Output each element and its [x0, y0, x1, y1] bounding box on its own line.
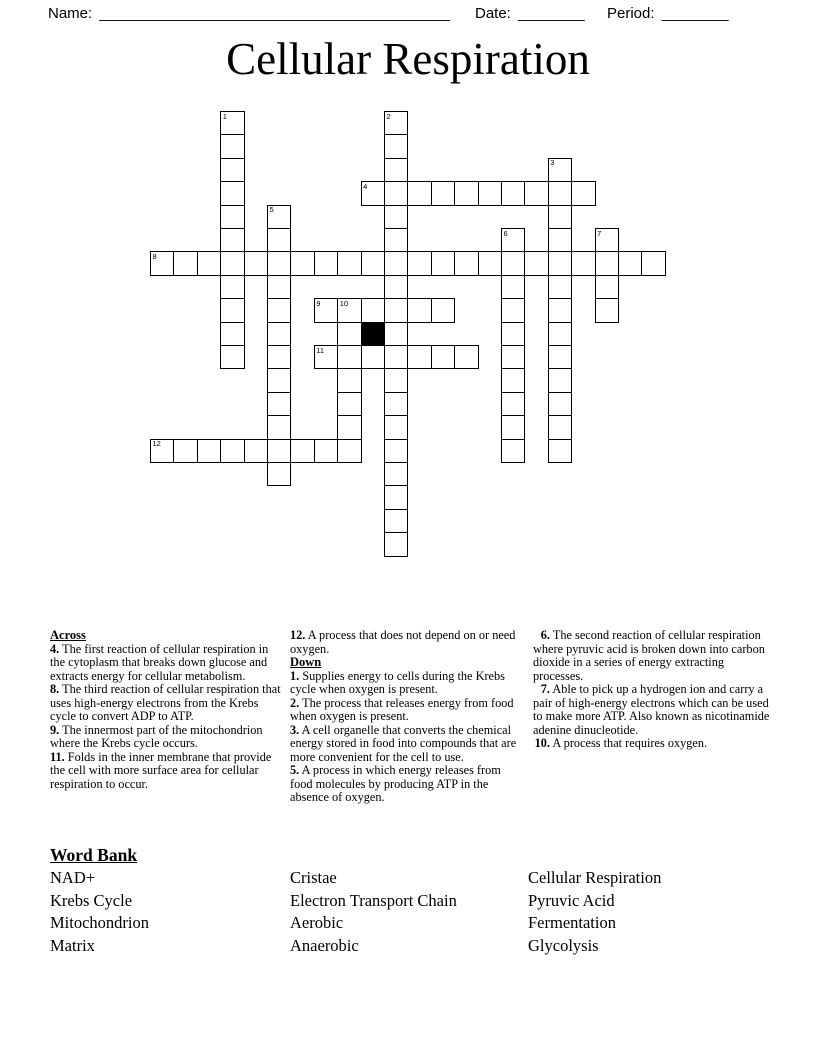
cell-number: 5 [269, 205, 274, 215]
crossword-cell[interactable] [501, 275, 525, 299]
crossword-cell[interactable] [384, 485, 408, 509]
crossword-cell[interactable] [197, 251, 221, 275]
crossword-cell[interactable] [220, 111, 244, 135]
crossword-cell[interactable] [267, 345, 291, 369]
crossword-cell[interactable] [548, 298, 572, 322]
word-bank-item: Pyruvic Acid [528, 890, 615, 910]
crossword-cell[interactable] [220, 322, 244, 346]
crossword-cell[interactable] [337, 345, 361, 369]
crossword-cell[interactable] [314, 345, 338, 369]
word-bank-item: Aerobic [290, 913, 344, 933]
crossword-cell[interactable] [548, 415, 572, 439]
clue-across-12: 12. A process that does not depend on or need oxygen. [290, 628, 516, 656]
cell-number: 11 [316, 345, 325, 355]
crossword-cell[interactable] [173, 439, 197, 463]
clues-column-1 [50, 629, 285, 791]
clues-column-2 [290, 629, 523, 805]
word-bank-item: Cristae [290, 868, 337, 887]
clue-down-3: 3. A cell organelle that converts the chemical energy stored in food into compounds that are more convenient for the cell to use. [290, 722, 517, 764]
crossword-cell[interactable] [267, 368, 291, 392]
crossword-cell[interactable] [384, 181, 408, 205]
period-label: Period: [607, 5, 655, 22]
clue-across-11: 11. Folds in the inner membrane that provide the cell with more surface area for cellular respiration to occur. [50, 749, 272, 791]
clue-down-5: 5. A process in which energy releases from food molecules by producing ATP in the absence of oxygen. [290, 763, 501, 804]
crossword-cell[interactable] [267, 322, 291, 346]
crossword-cell[interactable] [595, 228, 619, 252]
crossword-cell[interactable] [197, 439, 221, 463]
word-bank-item: Mitochondrion [50, 913, 149, 933]
crossword-cell[interactable] [384, 205, 408, 229]
crossword-cell[interactable] [384, 158, 408, 182]
crossword-cell[interactable] [501, 392, 525, 416]
cell-number: 9 [316, 298, 321, 308]
cell-number: 1 [222, 111, 227, 121]
crossword-cell[interactable] [454, 345, 478, 369]
word-bank-column [50, 867, 149, 957]
crossword-cell[interactable] [571, 181, 595, 205]
date-blank-line[interactable]: ________ [518, 5, 585, 22]
crossword-cell[interactable] [290, 439, 314, 463]
crossword-cell[interactable] [384, 439, 408, 463]
crossword-cell[interactable] [337, 368, 361, 392]
crossword-cell[interactable] [384, 392, 408, 416]
crossword-cell[interactable] [384, 111, 408, 135]
crossword-cell[interactable] [384, 134, 408, 158]
blocked-cell [361, 322, 385, 346]
cell-number: 2 [386, 111, 391, 121]
crossword-cell[interactable] [618, 251, 642, 275]
crossword-cell[interactable] [501, 439, 525, 463]
clue-across-8: 8. The third reaction of cellular respiration that uses high-energy electrons from the Krebs cycle to convert ADP to ATP. [50, 682, 281, 723]
word-bank-item: Matrix [50, 935, 95, 955]
crossword-cell[interactable] [267, 298, 291, 322]
crossword-cell[interactable] [220, 181, 244, 205]
crossword-cell[interactable] [337, 392, 361, 416]
date-field [475, 5, 585, 22]
crossword-cell[interactable] [595, 251, 619, 275]
crossword-cell[interactable] [501, 228, 525, 252]
crossword-cell[interactable] [501, 181, 525, 205]
crossword-cell[interactable] [267, 462, 291, 486]
crossword-cell[interactable] [501, 345, 525, 369]
crossword-cell[interactable] [548, 251, 572, 275]
period-field [607, 5, 728, 22]
across-heading: Across [50, 628, 86, 642]
word-bank-item: Glycolysis [528, 935, 599, 955]
crossword-cell[interactable] [548, 368, 572, 392]
clue-down-1: 1. Supplies energy to cells during the Krebs cycle when oxygen is present. [290, 668, 505, 696]
crossword-cell[interactable] [548, 228, 572, 252]
crossword-cell[interactable] [220, 345, 244, 369]
cell-number: 10 [339, 298, 349, 308]
crossword-cell[interactable] [501, 415, 525, 439]
page-title: Cellular Respiration [226, 34, 590, 84]
crossword-cell[interactable] [220, 134, 244, 158]
crossword-cell[interactable] [407, 251, 431, 275]
cell-number: 8 [152, 251, 157, 261]
clue-down-2: 2. The process that releases energy from food when oxygen is present. [290, 695, 514, 723]
crossword-cell[interactable] [220, 251, 244, 275]
crossword-cell[interactable] [384, 251, 408, 275]
crossword-cell[interactable] [220, 228, 244, 252]
crossword-cell[interactable] [548, 181, 572, 205]
crossword-cell[interactable] [641, 251, 665, 275]
period-blank-line[interactable]: ________ [661, 5, 729, 22]
crossword-cell[interactable] [314, 251, 338, 275]
crossword-cell[interactable] [173, 251, 197, 275]
crossword-cell[interactable] [548, 322, 572, 346]
clue-across-4: 4. The first reaction of cellular respiration in the cytoplasm that breaks down glucose and extracts energy for cellular metabolism. [50, 641, 269, 683]
crossword-cell[interactable] [595, 275, 619, 299]
word-bank-item: Krebs Cycle [50, 890, 133, 910]
crossword-cell[interactable] [384, 322, 408, 346]
crossword-cell[interactable] [361, 345, 385, 369]
crossword-cell[interactable] [384, 532, 408, 556]
clue-down-10: 10. A process that requires oxygen. [534, 736, 708, 750]
crossword-cell[interactable] [595, 298, 619, 322]
crossword-cell[interactable] [384, 509, 408, 533]
crossword-cell[interactable] [407, 345, 431, 369]
word-bank-item: Fermentation [528, 913, 616, 933]
crossword-cell[interactable] [478, 181, 502, 205]
crossword-cell[interactable] [384, 462, 408, 486]
crossword-cell[interactable] [337, 439, 361, 463]
word-bank-item: Cellular Respiration [528, 868, 662, 887]
crossword-cell[interactable] [220, 439, 244, 463]
crossword-cell[interactable] [431, 251, 455, 275]
crossword-cell[interactable] [501, 322, 525, 346]
crossword-cell[interactable] [407, 181, 431, 205]
crossword-cell[interactable] [267, 205, 291, 229]
crossword-cell[interactable] [337, 251, 361, 275]
crossword-cell[interactable] [220, 205, 244, 229]
crossword-cell[interactable] [501, 368, 525, 392]
crossword-cell[interactable] [267, 251, 291, 275]
crossword-cell[interactable] [314, 439, 338, 463]
crossword-cell[interactable] [548, 345, 572, 369]
crossword-cell[interactable] [150, 439, 174, 463]
crossword-cell[interactable] [524, 181, 548, 205]
crossword-cell[interactable] [454, 181, 478, 205]
clue-down-7: 7. Able to pick up a hydrogen ion and carry a pair of high-energy electrons which can be used to make more ATP. Also known as nicotinamide adenine dinucleotide. [533, 682, 770, 737]
crossword-cell[interactable] [361, 181, 385, 205]
crossword-cell[interactable] [361, 251, 385, 275]
crossword-cell[interactable] [337, 415, 361, 439]
word-bank-heading: Word Bank [50, 845, 138, 865]
clue-across-9: 9. The innermost part of the mitochondrion where the Krebs cycle occurs. [50, 722, 263, 750]
crossword-cell[interactable] [524, 251, 548, 275]
crossword-cell[interactable] [267, 439, 291, 463]
crossword-cell[interactable] [150, 251, 174, 275]
word-bank-item: Anaerobic [290, 935, 359, 955]
cell-number: 4 [363, 181, 368, 191]
crossword-cell[interactable] [220, 298, 244, 322]
cell-number: 3 [550, 158, 555, 168]
word-bank-item: Electron Transport Chain [290, 890, 457, 910]
cell-number: 6 [503, 228, 508, 238]
name-blank-line[interactable]: __________________________________________ [99, 5, 450, 22]
crossword-cell[interactable] [501, 298, 525, 322]
crossword-cell[interactable] [571, 251, 595, 275]
crossword-cell[interactable] [548, 392, 572, 416]
crossword-cell[interactable] [431, 181, 455, 205]
date-label: Date: [475, 5, 511, 22]
crossword-cell[interactable] [501, 251, 525, 275]
crossword-cell[interactable] [431, 345, 455, 369]
crossword-cell[interactable] [478, 251, 502, 275]
crossword-cell[interactable] [290, 251, 314, 275]
clue-down-6: 6. The second reaction of cellular respiration where pyruvic acid is broken down into carbon dioxide in a series of energy extracting processes. [533, 628, 765, 683]
crossword-cell[interactable] [384, 345, 408, 369]
crossword-cell[interactable] [407, 298, 431, 322]
crossword-cell[interactable] [314, 298, 338, 322]
cell-number: 12 [152, 439, 161, 449]
crossword-cell[interactable] [220, 275, 244, 299]
crossword-cell[interactable] [384, 275, 408, 299]
crossword-cell[interactable] [337, 298, 361, 322]
crossword-cell[interactable] [384, 298, 408, 322]
cell-number: 7 [597, 228, 602, 238]
crossword-cell[interactable] [548, 158, 572, 182]
crossword-cell[interactable] [267, 415, 291, 439]
crossword-cell[interactable] [384, 415, 408, 439]
crossword-cell[interactable] [244, 251, 268, 275]
clues-column-3 [533, 629, 771, 751]
crossword-cell[interactable] [548, 205, 572, 229]
word-bank-column [290, 867, 457, 957]
crossword-cell[interactable] [431, 298, 455, 322]
crossword-cell[interactable] [361, 298, 385, 322]
name-field [48, 5, 450, 22]
crossword-cell[interactable] [337, 322, 361, 346]
word-bank-item: NAD+ [50, 868, 96, 887]
name-label: Name: [48, 5, 93, 22]
down-heading: Down [290, 655, 322, 669]
crossword-cell[interactable] [548, 275, 572, 299]
crossword-cell[interactable] [454, 251, 478, 275]
crossword-cell[interactable] [267, 275, 291, 299]
crossword-cell[interactable] [384, 228, 408, 252]
crossword-cell[interactable] [267, 392, 291, 416]
crossword-cell[interactable] [267, 228, 291, 252]
crossword-cell[interactable] [548, 439, 572, 463]
crossword-cell[interactable] [220, 158, 244, 182]
word-bank-column [528, 867, 661, 957]
crossword-cell[interactable] [384, 368, 408, 392]
crossword-cell[interactable] [244, 439, 268, 463]
